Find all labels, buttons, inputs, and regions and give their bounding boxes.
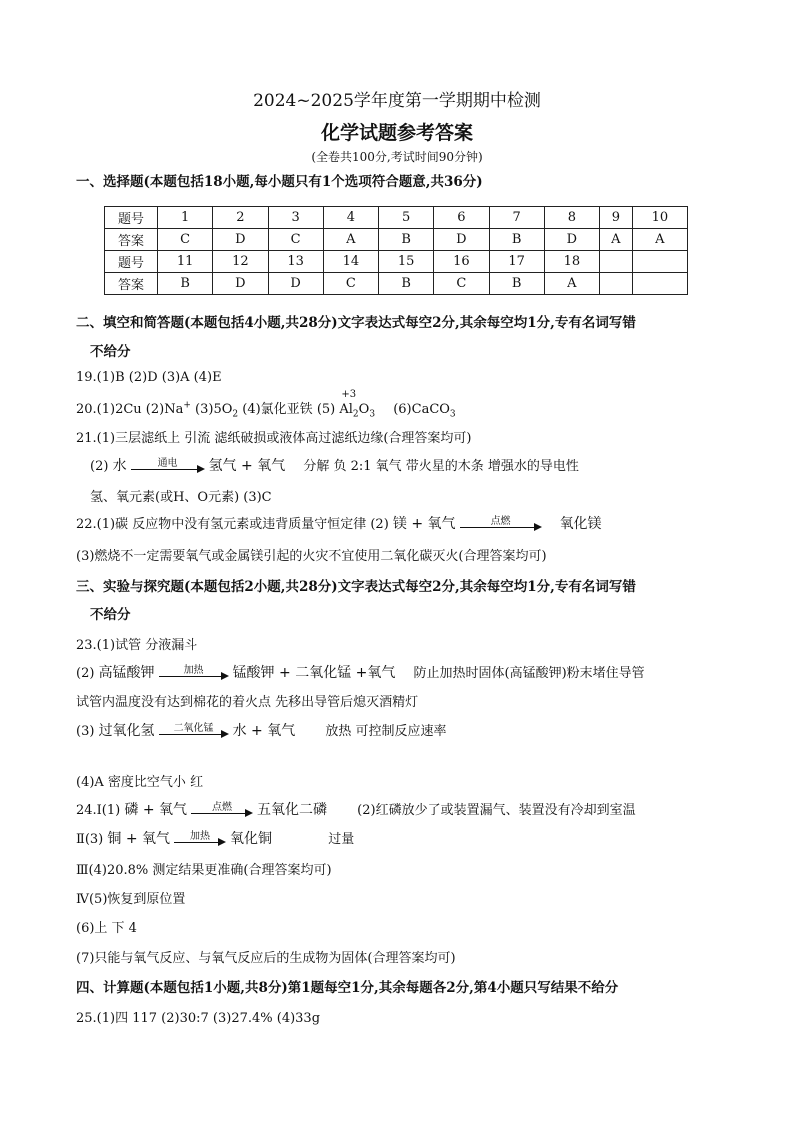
exam-note: (全卷共100分,考试时间90分钟) [311, 150, 483, 164]
table-cell: 16 [434, 251, 489, 273]
reaction-condition: 通电 [157, 457, 178, 469]
answer-23-rest: 放热 可控制反应速率 [325, 724, 447, 739]
section2-heading: 二、填空和简答题(本题包括4小题,共28分)文字表达式每空2分,其余每空均1分,专有名词写错 [76, 315, 636, 331]
answer-21-rest: 分解 负 2:1 氧气 带火星的木条 增强水的导电性 [303, 459, 579, 474]
answer-23-line5: (4)A 密度比空气小 红 [76, 775, 204, 790]
answer-23-line4 [76, 720, 446, 742]
table-cell: 8 [544, 207, 599, 229]
product: 锰酸钾 + 二氧化锰 +氧气 [232, 665, 396, 681]
page-title: 2024~2025学年度第一学期期中检测 [253, 91, 541, 111]
reactant: 高锰酸钾 [98, 665, 155, 681]
reactant: 磷 + 氧气 [124, 802, 188, 818]
product: 氧化铜 [230, 831, 273, 847]
table-cell: 14 [323, 251, 378, 273]
table-row [105, 207, 688, 229]
subscript: 3 [369, 409, 376, 420]
table-cell: 答案 [105, 273, 158, 295]
element-al: Al [339, 402, 353, 417]
answer-24-line5: (6)上 下 4 [76, 921, 137, 936]
valence-mark: +3 [341, 389, 357, 400]
answer-24-rest: 过量 [328, 832, 355, 847]
product: 五氧化二磷 [257, 802, 328, 818]
table-cell: 6 [434, 207, 489, 229]
table-cell: D [213, 229, 268, 251]
answer-prefix: 24.Ⅰ(1) [76, 803, 121, 818]
answer-25: 25.(1)四 117 (2)30:7 (3)27.4% (4)33g [76, 1011, 321, 1026]
table-cell: 12 [213, 251, 268, 273]
table-cell: 11 [158, 251, 213, 273]
answer-20-part6: (6)CaCO [393, 402, 450, 417]
page-subtitle: 化学试题参考答案 [320, 122, 473, 144]
table-cell: 10 [632, 207, 687, 229]
table-cell: D [268, 273, 323, 295]
answer-24-line2 [76, 828, 354, 850]
reaction-condition: 点燃 [212, 801, 233, 813]
table-cell: B [489, 229, 544, 251]
answer-20-part1: 20.(1)2Cu (2)Na [76, 402, 184, 417]
product: 水 + 氧气 [232, 723, 296, 739]
table-cell: 17 [489, 251, 544, 273]
subscript: 2 [352, 409, 359, 420]
answer-24-line1 [76, 799, 636, 821]
table-cell [632, 251, 687, 273]
answer-22-line2: (3)燃烧不一定需要氧气或金属镁引起的火灾不宜使用二氧化碳灭火(合理答案均可) [76, 549, 547, 564]
reaction-condition: 二氧化锰 [173, 722, 214, 734]
reaction-condition: 加热 [190, 830, 211, 842]
answer-20-part4: (4)氯化亚铁 (5) [242, 402, 336, 417]
reaction-arrow [191, 801, 253, 821]
valence-formula [339, 389, 376, 420]
table-cell: C [268, 229, 323, 251]
answer-23-rest: 防止加热时固体(高锰酸钾)粉末堵住导管 [413, 666, 645, 681]
table-cell: C [323, 273, 378, 295]
answer-24-rest: (2)红磷放少了或装置漏气、装置没有冷却到室温 [357, 803, 636, 818]
table-cell: D [434, 229, 489, 251]
table-cell: 题号 [105, 207, 158, 229]
answer-23-line2 [76, 662, 645, 684]
answer-22-line1 [76, 513, 602, 535]
answer-prefix: 22.(1)碳 反应物中没有氢元素或违背质量守恒定律 (2) [76, 517, 389, 532]
answer-prefix: (3) [76, 724, 95, 739]
section4-heading: 四、计算题(本题包括1小题,共8分)第1题每空1分,其余每题各2分,第4小题只写结果不给分 [76, 980, 619, 996]
reaction-arrow [159, 722, 229, 742]
table-cell: A [544, 273, 599, 295]
table-cell: C [158, 229, 213, 251]
table-cell: 7 [489, 207, 544, 229]
table-cell: C [434, 273, 489, 295]
reaction-arrow [131, 457, 205, 477]
table-cell: 2 [213, 207, 268, 229]
table-cell: B [379, 229, 434, 251]
reactant: 铜 + 氧气 [107, 831, 171, 847]
section1-heading: 一、选择题(本题包括18小题,每小题只有1个选项符合题意,共36分) [76, 174, 483, 190]
reaction-arrow [159, 664, 229, 684]
answer-23-line3: 试管内温度没有达到棉花的着火点 先移出导管后熄灭酒精灯 [76, 695, 419, 710]
subscript: 2 [232, 409, 239, 420]
table-cell [632, 273, 687, 295]
reaction-arrow [460, 515, 542, 535]
section2-heading-cont: 不给分 [90, 344, 131, 360]
table-cell: 4 [323, 207, 378, 229]
element-o: O [358, 402, 370, 417]
reaction-condition: 加热 [183, 664, 204, 676]
answer-23-line1: 23.(1)试管 分液漏斗 [76, 638, 198, 653]
answer-prefix: Ⅱ(3) [76, 832, 104, 847]
reactant: 水 [112, 458, 127, 474]
answer-prefix: (2) [90, 459, 109, 474]
charge-superscript: + [183, 400, 191, 411]
table-row [105, 251, 688, 273]
table-cell [600, 273, 633, 295]
table-cell: 15 [379, 251, 434, 273]
table-cell: D [544, 229, 599, 251]
table-cell: 1 [158, 207, 213, 229]
table-cell: D [213, 273, 268, 295]
table-cell: B [158, 273, 213, 295]
answer-21-line2 [90, 455, 579, 477]
reaction-condition: 点燃 [490, 515, 511, 527]
table-cell [600, 251, 633, 273]
answer-24-line4: Ⅳ(5)恢复到原位置 [76, 892, 186, 907]
answer-table [104, 206, 688, 295]
table-row [105, 229, 688, 251]
table-cell: 答案 [105, 229, 158, 251]
table-cell: A [632, 229, 687, 251]
table-row [105, 273, 688, 295]
table-cell: A [323, 229, 378, 251]
reactant: 镁 + 氧气 [392, 516, 456, 532]
answer-20-part3: (3)5O [195, 402, 233, 417]
table-cell: 题号 [105, 251, 158, 273]
product: 氢气 + 氧气 [208, 458, 286, 474]
table-cell: 9 [600, 207, 633, 229]
section3-heading-cont: 不给分 [90, 607, 131, 623]
product: 氧化镁 [559, 516, 602, 532]
answer-24-line6: (7)只能与氧气反应、与氧气反应后的生成物为固体(合理答案均可) [76, 951, 456, 966]
table-cell: 18 [544, 251, 599, 273]
table-cell: 5 [379, 207, 434, 229]
table-cell: B [379, 273, 434, 295]
section3-heading: 三、实验与探究题(本题包括2小题,共28分)文字表达式每空2分,其余每空均1分,专有名词写错 [76, 579, 636, 595]
reactant: 过氧化氢 [98, 723, 155, 739]
table-cell: 13 [268, 251, 323, 273]
answer-21-line1: 21.(1)三层滤纸上 引流 滤纸破损或液体高过滤纸边缘(合理答案均可) [76, 431, 472, 446]
table-cell: 3 [268, 207, 323, 229]
table-cell: A [600, 229, 633, 251]
answer-21-line3: 氢、氧元素(或H、O元素) (3)C [90, 490, 272, 505]
table-cell: B [489, 273, 544, 295]
reaction-arrow [174, 830, 226, 850]
answer-20 [76, 389, 456, 420]
answer-prefix: (2) [76, 666, 95, 681]
answer-24-line3: Ⅲ(4)20.8% 测定结果更准确(合理答案均可) [76, 863, 332, 878]
answer-19: 19.(1)B (2)D (3)A (4)E [76, 370, 222, 385]
subscript: 3 [449, 409, 456, 420]
